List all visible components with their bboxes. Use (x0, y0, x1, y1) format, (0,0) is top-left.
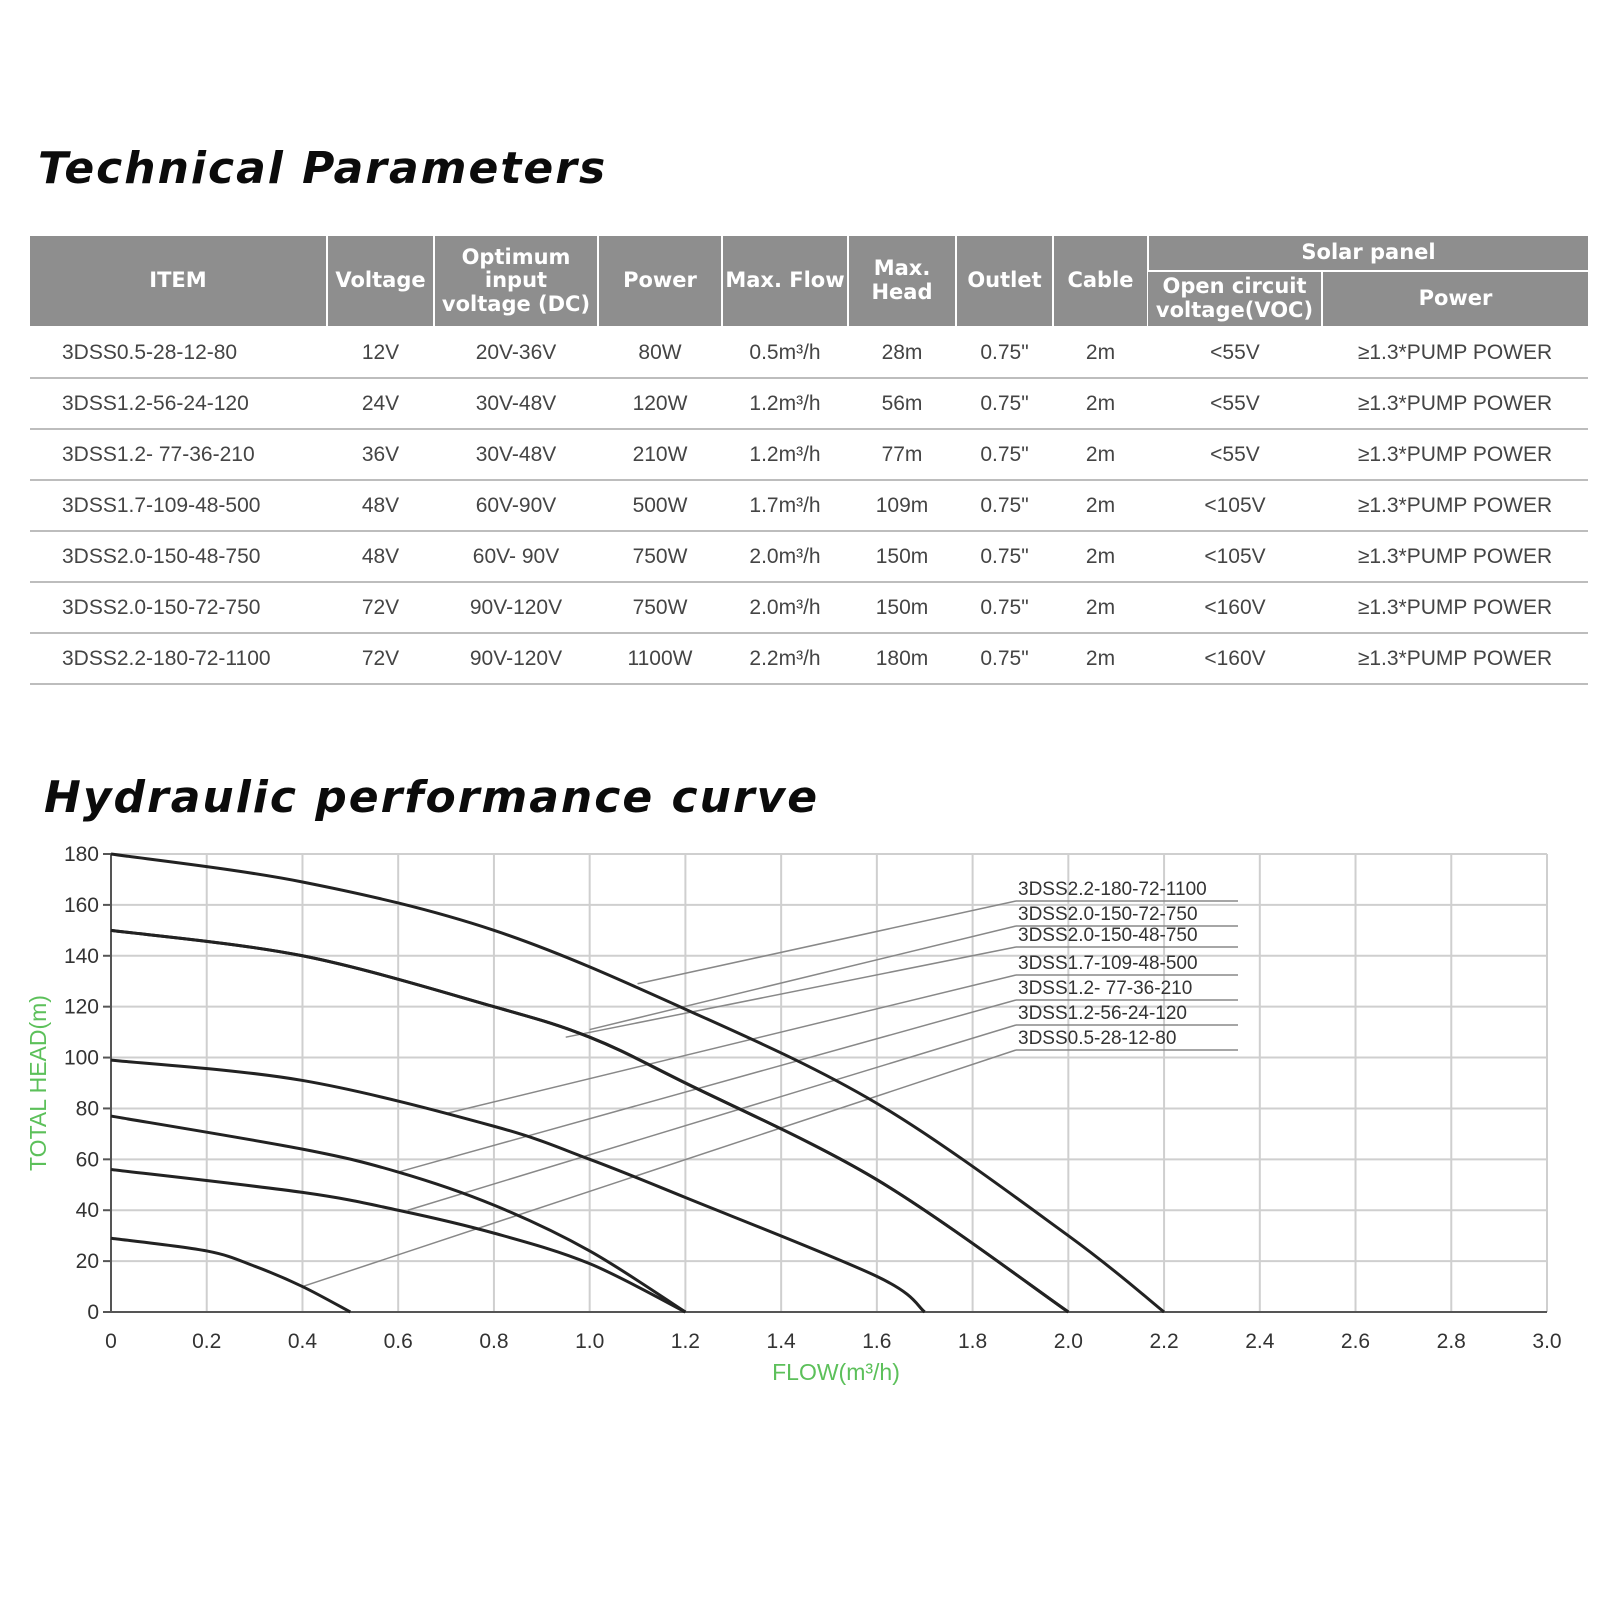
cell-optimum: 30V-48V (434, 429, 598, 480)
table-row (30, 480, 1588, 531)
cell-voc: <55V (1148, 327, 1322, 378)
hydraulic-curve-title: Hydraulic performance curve (44, 772, 820, 823)
cell-voc: <55V (1148, 429, 1322, 480)
cell-outlet: 0.75" (956, 327, 1053, 378)
header-max-flow: Max. Flow (722, 236, 848, 327)
cell-voc: <105V (1148, 531, 1322, 582)
legend-leader-line (590, 926, 1016, 1030)
y-tick-label: 180 (63, 843, 99, 866)
cell-flow: 2.0m³/h (722, 582, 848, 633)
cell-voltage: 72V (327, 633, 434, 684)
cell-optimum: 30V-48V (434, 378, 598, 429)
cell-flow: 1.2m³/h (722, 429, 848, 480)
cell-power: 750W (598, 531, 722, 582)
header-optimum-input: Optimum input voltage (DC) (434, 236, 598, 327)
header-open-circuit-voltage: Open circuit voltage(VOC) (1148, 271, 1322, 327)
y-tick-label: 160 (63, 893, 99, 917)
header-voltage: Voltage (327, 236, 434, 327)
y-tick-label: 140 (63, 944, 99, 968)
curve-0 (111, 854, 1164, 1312)
cell-cable: 2m (1053, 531, 1148, 582)
cell-item: 3DSS2.0-150-48-750 (30, 531, 327, 582)
y-tick-label: 80 (75, 1097, 99, 1121)
table-row (30, 378, 1588, 429)
cell-cable: 2m (1053, 327, 1148, 378)
x-tick-label: 1.0 (575, 1330, 605, 1353)
x-tick-label: 2.2 (1149, 1330, 1179, 1353)
x-tick-label: 1.2 (670, 1330, 701, 1353)
table-header (30, 236, 1588, 327)
cell-voc: <160V (1148, 582, 1322, 633)
cell-outlet: 0.75" (956, 378, 1053, 429)
table-row (30, 633, 1588, 684)
cell-power: 750W (598, 582, 722, 633)
legend-entry: 3DSS1.2-56-24-120 (1018, 1003, 1187, 1024)
header-max-head: Max. Head (848, 236, 956, 327)
cell-voc: <160V (1148, 633, 1322, 684)
x-tick-label: 0.8 (479, 1330, 509, 1353)
table-body (30, 327, 1588, 684)
cell-panel-power: ≥1.3*PUMP POWER (1322, 480, 1588, 531)
cell-panel-power: ≥1.3*PUMP POWER (1322, 378, 1588, 429)
cell-head: 109m (848, 480, 956, 531)
cell-head: 180m (848, 633, 956, 684)
cell-flow: 1.2m³/h (722, 378, 848, 429)
x-tick-label: 1.4 (766, 1330, 796, 1353)
cell-voltage: 72V (327, 582, 434, 633)
technical-parameters-table (30, 236, 1588, 685)
cell-optimum: 60V- 90V (434, 531, 598, 582)
cell-power: 210W (598, 429, 722, 480)
table-row (30, 531, 1588, 582)
performance-chart (0, 840, 1600, 1400)
cell-voc: <105V (1148, 480, 1322, 531)
cell-cable: 2m (1053, 429, 1148, 480)
cell-optimum: 90V-120V (434, 582, 598, 633)
cell-head: 28m (848, 327, 956, 378)
table-row (30, 582, 1588, 633)
header-outlet: Outlet (956, 236, 1053, 327)
cell-item: 3DSS1.2-56-24-120 (30, 378, 327, 429)
cell-voc: <55V (1148, 378, 1322, 429)
chart-legend (1018, 879, 1207, 1049)
cell-head: 150m (848, 582, 956, 633)
curve-3 (111, 1060, 925, 1312)
cell-flow: 2.2m³/h (722, 633, 848, 684)
cell-power: 1100W (598, 633, 722, 684)
cell-flow: 2.0m³/h (722, 531, 848, 582)
cell-optimum: 90V-120V (434, 633, 598, 684)
x-tick-label: 2.4 (1245, 1330, 1275, 1353)
legend-entry: 3DSS2.0-150-48-750 (1018, 925, 1198, 946)
header-cable: Cable (1053, 236, 1148, 327)
cell-cable: 2m (1053, 378, 1148, 429)
cell-voltage: 48V (327, 531, 434, 582)
technical-parameters-title: Technical Parameters (38, 143, 608, 194)
cell-panel-power: ≥1.3*PUMP POWER (1322, 429, 1588, 480)
header-panel-power: Power (1322, 271, 1588, 327)
header-solar-panel: Solar panel (1148, 236, 1588, 271)
legend-entry: 3DSS2.0-150-72-750 (1018, 904, 1198, 925)
y-tick-label: 40 (75, 1199, 99, 1223)
table-row (30, 327, 1588, 378)
cell-item: 3DSS2.2-180-72-1100 (30, 633, 327, 684)
legend-leader-line (408, 1025, 1016, 1210)
header-item: ITEM (30, 236, 327, 327)
legend-entry: 3DSS2.2-180-72-1100 (1018, 879, 1207, 900)
y-tick-label: 20 (75, 1250, 99, 1274)
y-tick-label: 60 (75, 1148, 99, 1172)
x-tick-label: 0 (105, 1330, 117, 1353)
y-tick-label: 100 (63, 1046, 99, 1070)
cell-voltage: 24V (327, 378, 434, 429)
y-tick-label: 0 (87, 1301, 99, 1324)
cell-head: 56m (848, 378, 956, 429)
cell-head: 150m (848, 531, 956, 582)
cell-outlet: 0.75" (956, 480, 1053, 531)
cell-cable: 2m (1053, 480, 1148, 531)
cell-head: 77m (848, 429, 956, 480)
cell-optimum: 20V-36V (434, 327, 598, 378)
cell-voltage: 12V (327, 327, 434, 378)
legend-entry: 3DSS1.7-109-48-500 (1018, 953, 1198, 974)
cell-power: 120W (598, 378, 722, 429)
cell-panel-power: ≥1.3*PUMP POWER (1322, 633, 1588, 684)
x-tick-label: 0.4 (287, 1330, 318, 1353)
y-tick-label: 120 (63, 995, 99, 1019)
legend-entry: 3DSS1.2- 77-36-210 (1018, 978, 1193, 999)
cell-panel-power: ≥1.3*PUMP POWER (1322, 582, 1588, 633)
cell-optimum: 60V-90V (434, 480, 598, 531)
cell-item: 3DSS2.0-150-72-750 (30, 582, 327, 633)
header-power: Power (598, 236, 722, 327)
x-tick-label: 1.6 (862, 1330, 892, 1353)
x-tick-label: 0.2 (192, 1330, 222, 1353)
x-tick-label: 0.6 (383, 1330, 413, 1353)
cell-voltage: 48V (327, 480, 434, 531)
cell-cable: 2m (1053, 582, 1148, 633)
chart-ticks (64, 843, 1562, 1353)
x-axis-label: FLOW(m³/h) (772, 1359, 900, 1385)
x-tick-label: 1.8 (957, 1330, 988, 1353)
x-tick-label: 3.0 (1532, 1330, 1562, 1353)
cell-voltage: 36V (327, 429, 434, 480)
cell-power: 80W (598, 327, 722, 378)
cell-panel-power: ≥1.3*PUMP POWER (1322, 327, 1588, 378)
cell-outlet: 0.75" (956, 531, 1053, 582)
cell-outlet: 0.75" (956, 429, 1053, 480)
cell-item: 3DSS0.5-28-12-80 (30, 327, 327, 378)
table-row (30, 429, 1588, 480)
cell-flow: 0.5m³/h (722, 327, 848, 378)
legend-leader-line (398, 1000, 1016, 1172)
cell-outlet: 0.75" (956, 582, 1053, 633)
cell-item: 3DSS1.2- 77-36-210 (30, 429, 327, 480)
cell-flow: 1.7m³/h (722, 480, 848, 531)
x-tick-label: 2.8 (1436, 1330, 1466, 1353)
cell-panel-power: ≥1.3*PUMP POWER (1322, 531, 1588, 582)
cell-outlet: 0.75" (956, 633, 1053, 684)
curve-6 (111, 1238, 350, 1312)
y-axis-label: TOTAL HEAD(m) (25, 995, 51, 1171)
cell-cable: 2m (1053, 633, 1148, 684)
chart-curves (111, 854, 1164, 1312)
legend-entry: 3DSS0.5-28-12-80 (1018, 1028, 1177, 1049)
x-tick-label: 2.0 (1053, 1330, 1083, 1353)
cell-item: 3DSS1.7-109-48-500 (30, 480, 327, 531)
x-tick-label: 2.6 (1340, 1330, 1371, 1353)
cell-power: 500W (598, 480, 722, 531)
